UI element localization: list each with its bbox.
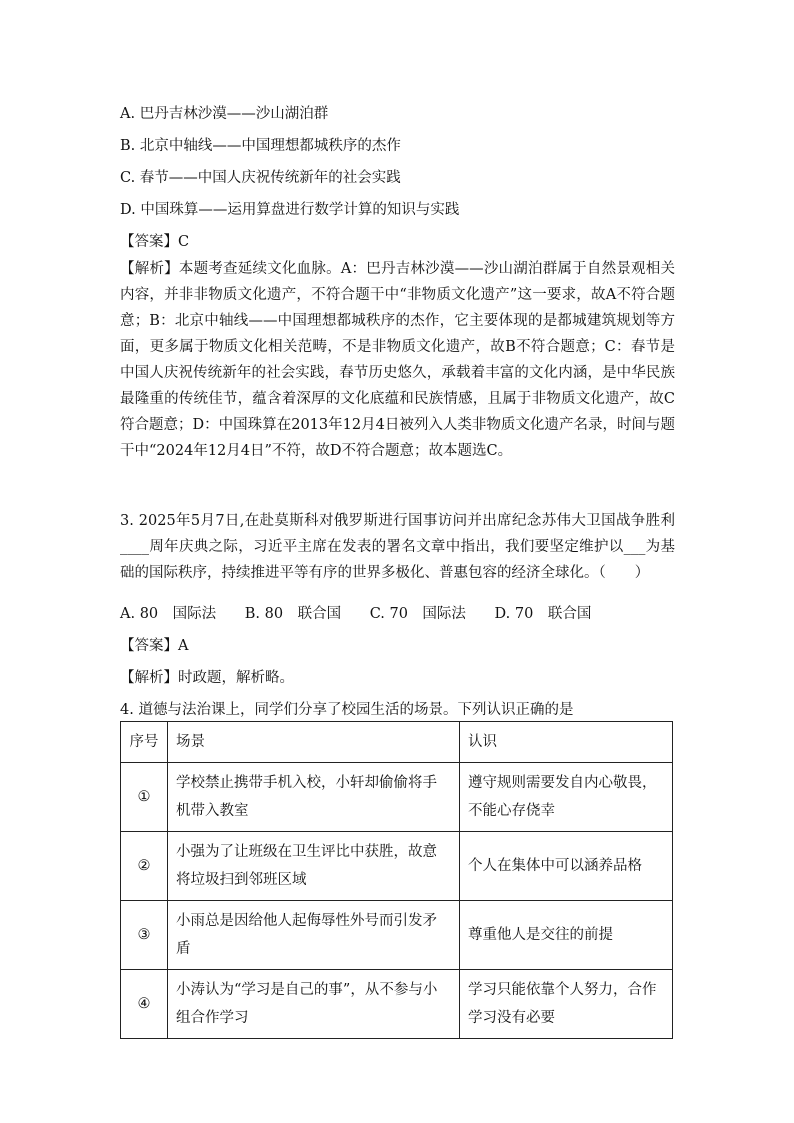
- q4-stem: 4. 道德与法治课上，同学们分享了校园生活的场景。下列认识正确的是: [120, 702, 574, 718]
- header-num: 序号: [121, 722, 168, 763]
- q3-stem: 3. 2025年5月7日,在赴莫斯科对俄罗斯进行国事访问并出席纪念苏伟大卫国战争胜利____周年庆典之际，习近平主席在发表的署名文章中指出，我们要坚定维护以___为基础的国际秩序，持续推进平等有序的世界多极化、普惠包容的经济全球化。（ ）: [120, 513, 675, 581]
- row-scene: 学校禁止携带手机入校，小轩却偷偷将手机带入教室: [168, 763, 460, 832]
- row-num: ④: [121, 970, 168, 1039]
- table-row: [121, 832, 673, 901]
- q3-option-c: C. 70 国际法: [369, 606, 466, 622]
- row-scene: 小涛认为“学习是自己的事”，从不参与小组合作学习: [168, 970, 460, 1039]
- row-view: 尊重他人是交往的前提: [460, 901, 673, 970]
- table-row: [121, 763, 673, 832]
- q3-analysis: 【解析】时政题，解析略。: [120, 670, 294, 686]
- row-scene: 小强为了让班级在卫生评比中获胜，故意将垃圾扫到邻班区域: [168, 832, 460, 901]
- q2-answer: 【答案】C: [120, 234, 190, 250]
- q3-options: [120, 602, 615, 623]
- q3-option-d: D. 70 联合国: [494, 606, 592, 622]
- q2-analysis: 【解析】本题考查延续文化血脉。A：巴丹吉林沙漠——沙山湖泊群属于自然景观相关内容，并非非物质文化遗产，不符合题干中“非物质文化遗产”这一要求，故A不符合题意；B：北京中轴线——中国理想都城秩序的杰作，它主要体现的是都城建筑规划等方面，更多属于物质文化相关范畴，不是非物质文化遗产，故B不符合题意；C：春节是中国人庆祝传统新年的社会实践，春节历史悠久，承载着丰富的文化内涵，是中华民族最隆重的传统佳节，蕴含着深厚的文化底蕴和民族情感，且属于非物质文化遗产，故C符合题意；D：中国珠算在2013年12月4日被列入人类非物质文化遗产名录，时间与题干中“2024年12月4日”不符，故D不符合题意；故本题选C。: [120, 261, 675, 459]
- table-header-row: [121, 722, 673, 763]
- row-view: 学习只能依靠个人努力，合作学习没有必要: [460, 970, 673, 1039]
- row-view: 遵守规则需要发自内心敬畏，不能心存侥幸: [460, 763, 673, 832]
- q2-option-b: B. 北京中轴线——中国理想都城秩序的杰作: [120, 138, 401, 154]
- header-view: 认识: [460, 722, 673, 763]
- row-view: 个人在集体中可以涵养品格: [460, 832, 673, 901]
- row-scene: 小雨总是因给他人起侮辱性外号而引发矛盾: [168, 901, 460, 970]
- q2-option-d: D. 中国珠算——运用算盘进行数学计算的知识与实践: [120, 202, 460, 218]
- q3-option-a: A. 80 国际法: [120, 606, 217, 622]
- q2-option-a: A. 巴丹吉林沙漠——沙山湖泊群: [120, 106, 329, 122]
- table-row: [121, 970, 673, 1039]
- row-num: ①: [121, 763, 168, 832]
- row-num: ②: [121, 832, 168, 901]
- header-scene: 场景: [168, 722, 460, 763]
- table-row: [121, 901, 673, 970]
- row-num: ③: [121, 901, 168, 970]
- q3-option-b: B. 80 联合国: [244, 606, 342, 622]
- q2-option-c: C. 春节——中国人庆祝传统新年的社会实践: [120, 170, 401, 186]
- scene-table: [120, 721, 673, 1039]
- q3-answer: 【答案】A: [120, 638, 189, 654]
